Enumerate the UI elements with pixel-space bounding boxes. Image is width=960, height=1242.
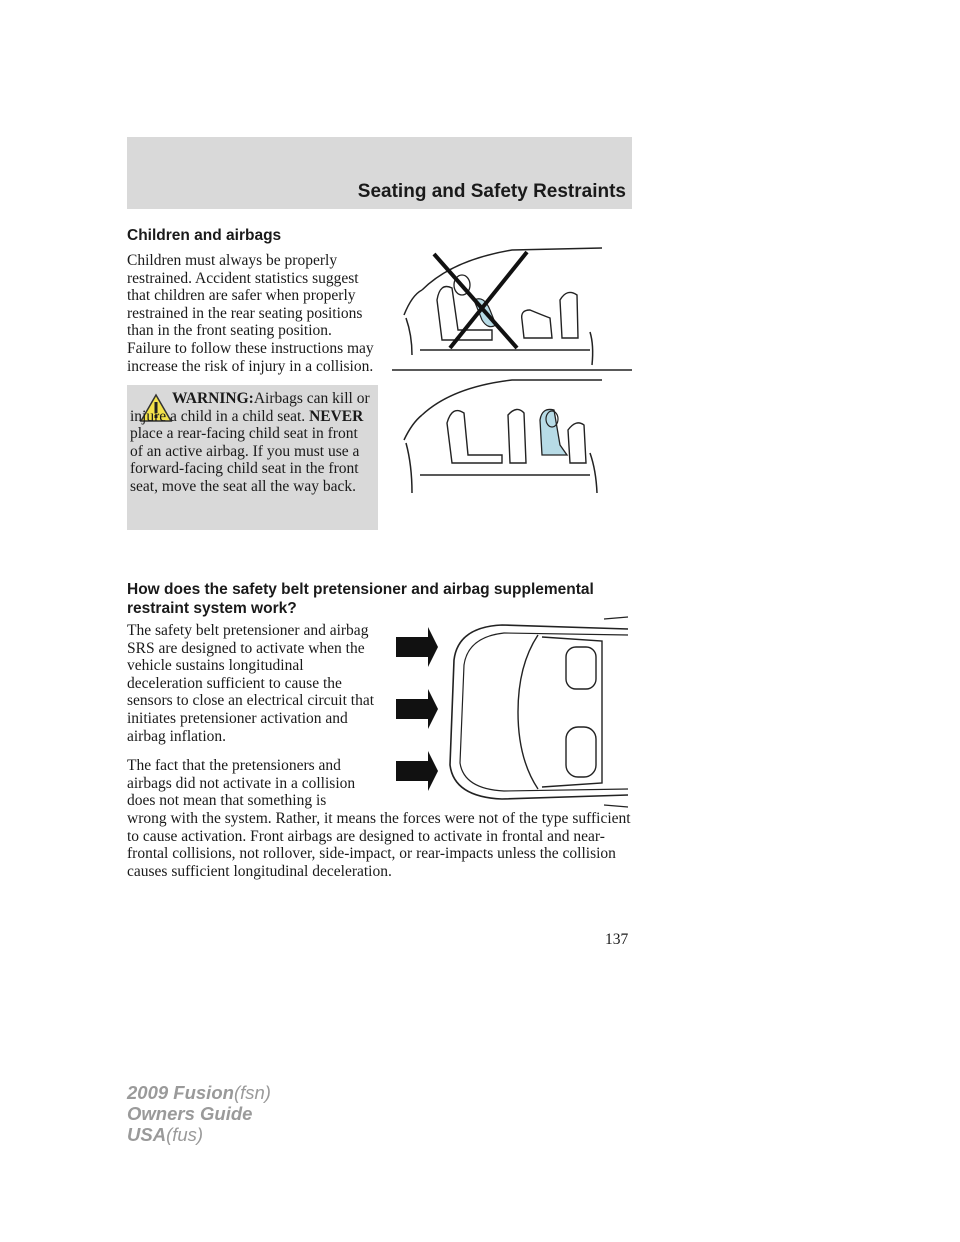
paragraph-children-restrained: Children must always be properly restrained. Accident statistics suggest that children are safer when properly restrained in the rear seating positions than in the front seating position. Failure to follow these instructions may increase the risk of injury in a collision. [127,252,374,375]
paragraph-not-activate-part2: wrong with the system. Rather, it means the forces were not of the type sufficient to cause activation. Front airbags are designed to activate in frontal and near-frontal collisions, not rollover, side-impact, or rear-impacts unless the collision causes sufficient longitudinal deceleration. [127,810,631,880]
footer-region: USA [127,1124,167,1145]
illustration-rear-facing-front-seat-crossed [392,240,632,375]
footer-model-code: (fsn) [233,1082,271,1103]
section-title: Seating and Safety Restraints [357,181,626,202]
warning-text-part2: place a rear-facing child seat in front of an active airbag. If you must use a forward-facing child seat in the front seat, move the seat all the way back. [130,425,360,495]
warning-text [130,390,374,496]
header-bar [127,137,632,209]
footer-model: 2009 Fusion [127,1082,234,1103]
illustration-child-seat-rear [392,375,632,500]
warning-text-part1: Airbags can kill or injure a child in a child seat. [130,390,370,425]
paragraph-srs-activation: The safety belt pretensioner and airbag SRS are designed to activate when the vehicle sustains longitudinal deceleration sufficient to cause the sensors to close an electrical circuit that initiates pretensioner activation and airbag inflation. [127,622,375,745]
warning-box [127,385,378,530]
page-number: 137 [605,931,629,948]
heading-children-airbags: Children and airbags [127,227,282,244]
warning-never: NEVER [309,407,364,425]
footer-guide: Owners Guide [127,1103,253,1124]
footer-region-code: (fus) [166,1124,204,1145]
warning-label: WARNING: [172,390,254,407]
footer [127,1082,271,1145]
paragraph-not-activate-part1: The fact that the pretensioners and airbags did not activate in a collision does not mean that something is [127,757,356,810]
illustration-frontal-impact-arrows [392,615,632,810]
heading-pretensioner-srs: How does the safety belt pretensioner and airbag supplemental restraint system work? [127,581,594,617]
